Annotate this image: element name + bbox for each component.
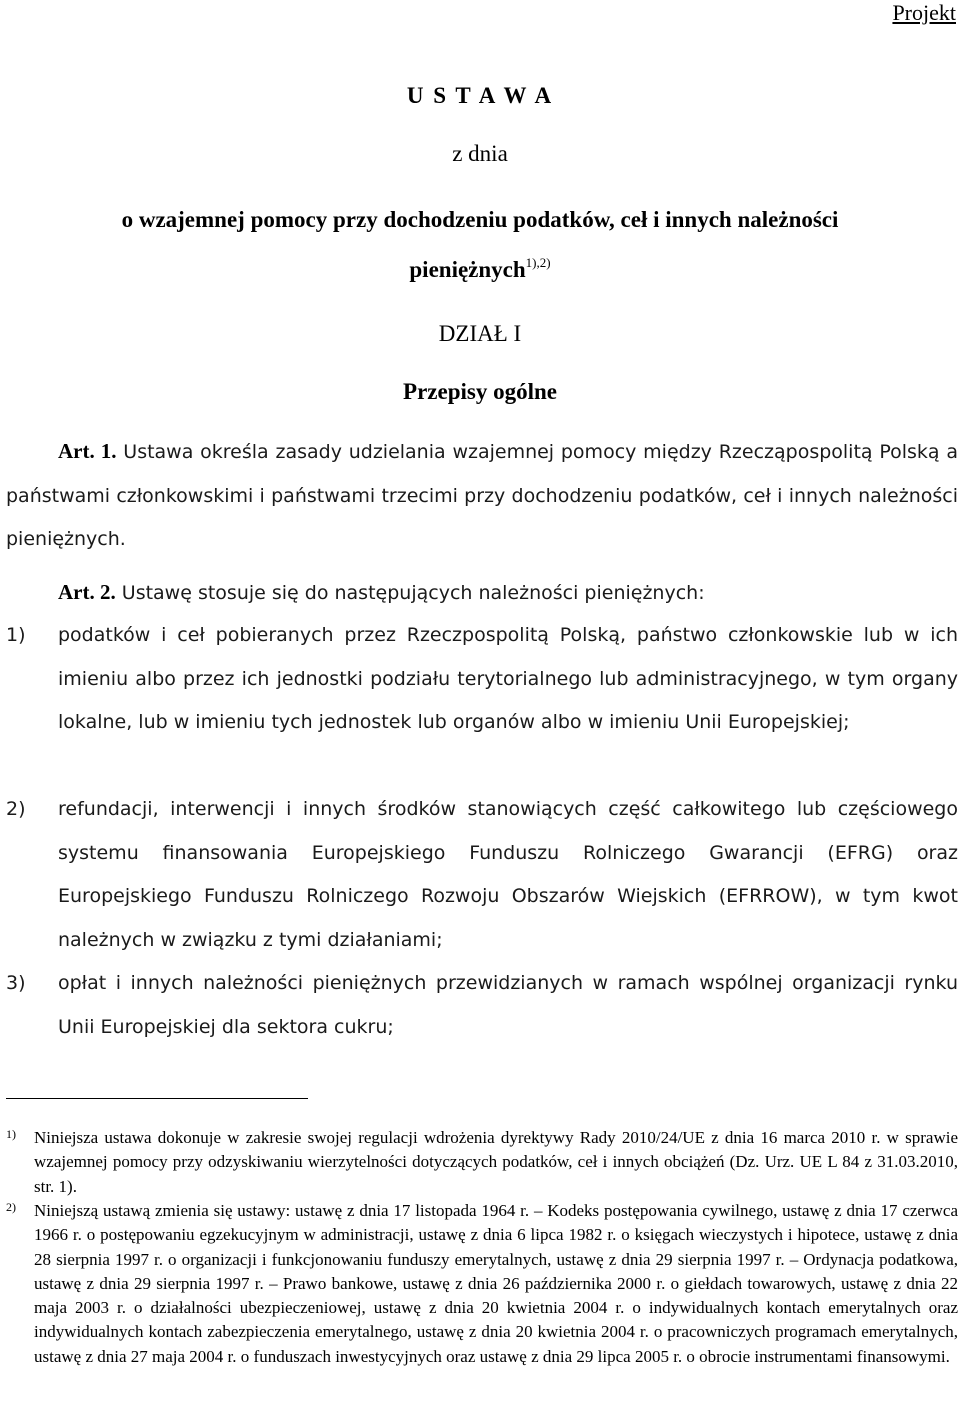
division-name: Przepisy ogólne <box>403 379 557 404</box>
footnote-divider <box>6 1098 308 1099</box>
act-date: z dnia <box>452 141 508 166</box>
projekt-link[interactable]: Projekt <box>892 0 956 25</box>
list-item <box>6 788 958 962</box>
article-1-label: Art. 1. <box>58 439 117 463</box>
article-2-intro <box>58 571 958 616</box>
footnote <box>6 1199 958 1369</box>
list-item-number: 3) <box>6 972 26 994</box>
list-item <box>6 962 958 1049</box>
article-2-label: Art. 2. <box>58 580 116 604</box>
division-number: DZIAŁ I <box>438 321 522 346</box>
list-item-number: 1) <box>6 624 26 646</box>
footnote-number: 2) <box>6 1200 16 1214</box>
act-subject <box>0 198 960 291</box>
footnote-text: Niniejsza ustawa dokonuje w zakresie swojej regulacji wdrożenia dyrektywy Rady 2010/24/UE z dnia 16 marca 2010 r. w sprawie wzajemnej pomocy przy odzyskiwaniu wierzytelności dotyczących podatków, ceł i innych obciążeń (Dz. Urz. UE L 84 z 31.03.2010, str. 1). <box>34 1128 958 1196</box>
article-1 <box>6 430 958 562</box>
list-item-number: 2) <box>6 798 26 820</box>
act-title: U S T A W A <box>406 83 554 108</box>
footnote-text: Niniejszą ustawą zmienia się ustawy: ustawę z dnia 17 listopada 1964 r. – Kodeks postępowania cywilnego, ustawę z dnia 17 czerwca 1966 r. o postępowaniu egzekucyjnym w administracji, ustawę z dnia 6 lipca 1982 r. o księgach wieczystych i hipotece, ustawę z dnia 28 sierpnia 1997 r. o organizacji i funkcjonowaniu funduszy emerytalnych, ustawę z dnia 29 sierpnia 1997 r. – Ordynacja podatkowa, ustawę z dnia 29 sierpnia 1997 r. – Prawo bankowe, ustawę z dnia 26 października 2000 r. o giełdach towarowych, ustawę z dnia 22 maja 2003 r. o działalności ubezpieczeniowej, ustawę z dnia 20 kwietnia 2004 r. o indywidualnych kontach emerytalnych oraz indywidualnych kontach zabezpieczenia emerytalnego, ustawę z dnia 20 kwietnia 2004 r. o pracowniczych programach emerytalnych, ustawę z dnia 27 maja 2004 r. o funduszach inwestycyjnych oraz ustawę z dnia 29 lipca 2005 r. o obrocie instrumentami finansowymi. <box>34 1201 958 1366</box>
list-item-text: opłat i innych należności pieniężnych przewidzianych w ramach wspólnej organizacji rynku Unii Europejskiej dla sektora cukru; <box>58 972 958 1038</box>
footnote-number: 1) <box>6 1127 16 1141</box>
act-subject-text: o wzajemnej pomocy przy dochodzeniu podatków, ceł i innych należności pieniężnych <box>121 207 839 282</box>
footnote <box>6 1126 958 1199</box>
article-2-text: Ustawę stosuje się do następujących należności pieniężnych: <box>121 582 705 604</box>
list-item-text: refundacji, interwencji i innych środków stanowiących część całkowitego lub częściowego systemu finansowania Europejskiego Funduszu Rolniczego Gwarancji (EFRG) oraz Europejskiego Funduszu Rolniczego Rozwoju Obszarów Wiejskich (EFRROW), w tym kwot należnych w związku z tymi działaniami; <box>58 798 958 951</box>
list-item-text: podatków i ceł pobieranych przez Rzeczpospolitą Polską, państwo członkowskie lub w ich imieniu albo przez ich jednostki podziału terytorialnego lub administracyjnego, w tym organy lokalne, lub w imieniu tych jednostek lub organów albo w imieniu Unii Europejskiej; <box>58 624 958 733</box>
subject-footnote-ref[interactable]: 1),2) <box>525 255 551 270</box>
article-1-text: Ustawa określa zasady udzielania wzajemnej pomocy między Rzecząpospolitą Polską a państwami członkowskimi i państwami trzecimi przy dochodzeniu podatków, ceł i innych należności pieniężnych. <box>6 441 959 550</box>
list-item <box>6 614 958 745</box>
